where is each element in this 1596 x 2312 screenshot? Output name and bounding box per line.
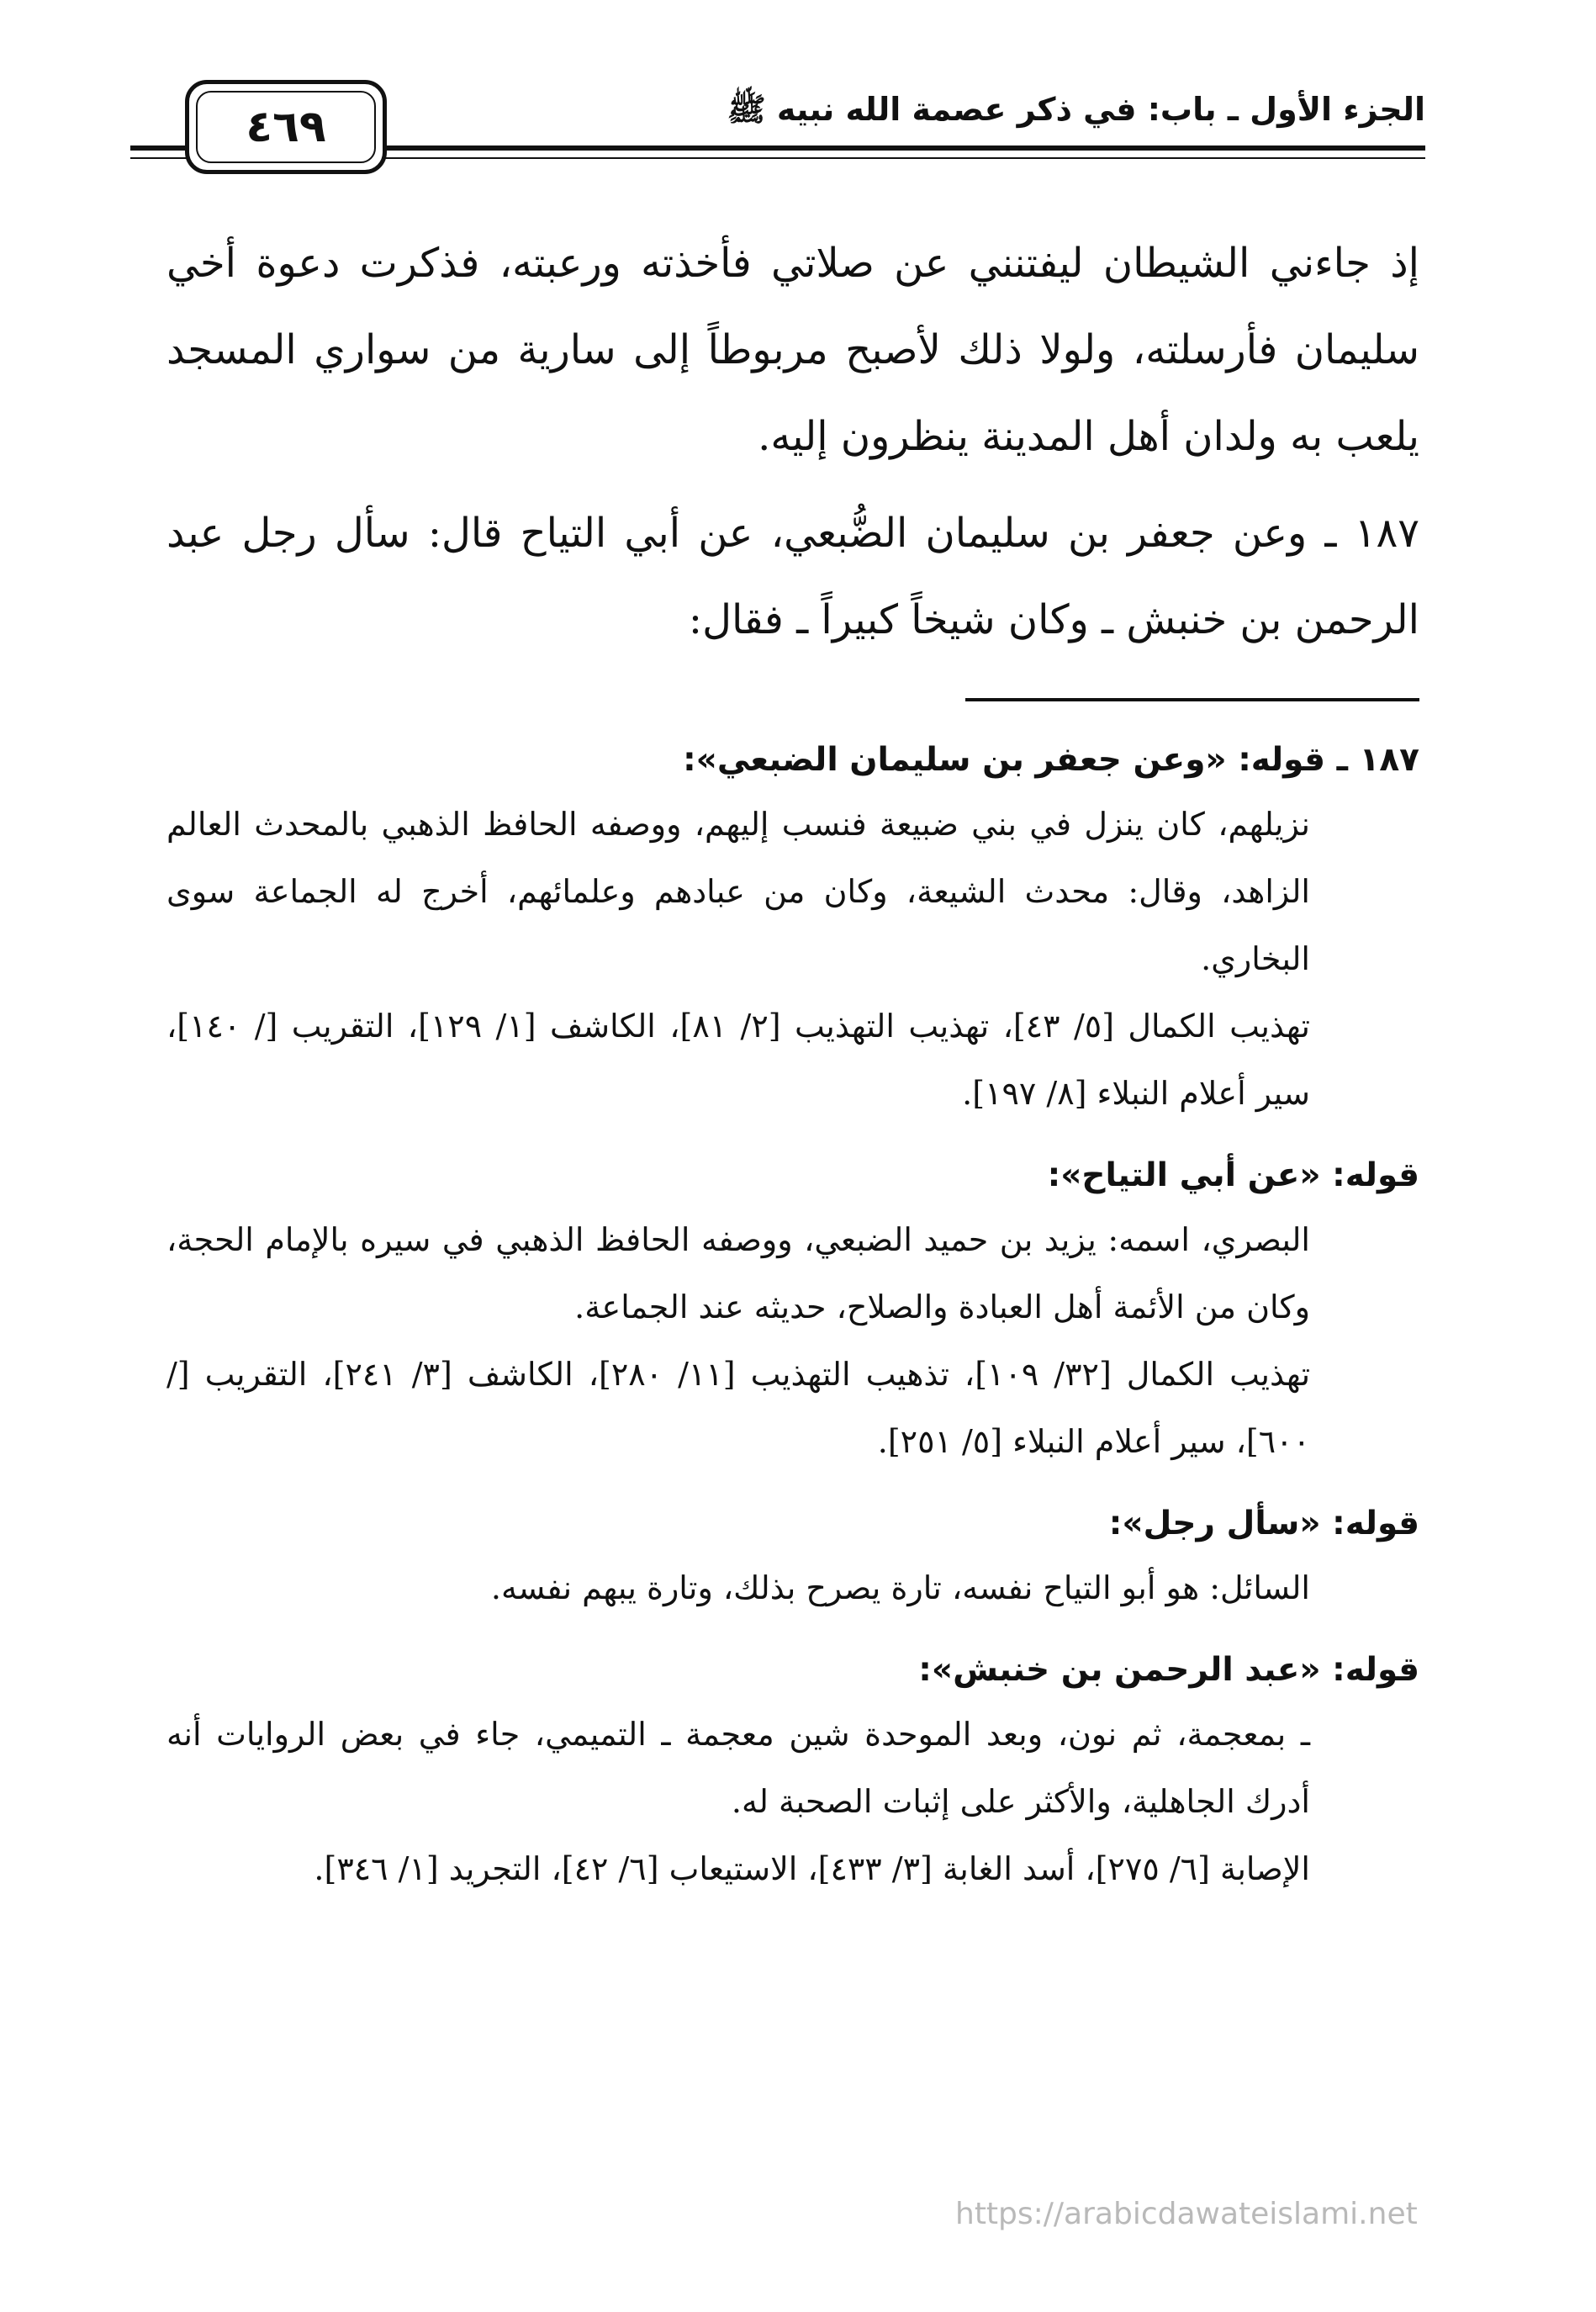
main-text [166,220,1419,664]
entry-references: الإصابة [٦/ ٢٧٥]، أسد الغابة [٣/ ٤٣٣]، الاستيعاب [٦/ ٤٢]، التجريد [١/ ٣٤٦]. [314,1850,1310,1887]
commentary-entry [166,1640,1419,1902]
entry-body [166,791,1419,1127]
commentary-entry [166,730,1419,1127]
hadith-paragraph: ١٨٧ ـ وعن جعفر بن سليمان الضُّبعي، عن أبي التياح قال: سأل رجل عبد الرحمن بن خنبش ـ وكان شيخاً كبيراً ـ فقال: [166,510,1419,643]
main-paragraph: إذ جاءني الشيطان ليفتنني عن صلاتي فأخذته ورعبته، فذكرت دعوة أخي سليمان فأرسلته، ولولا ذلك لأصبح مربوطاً إلى سارية من سواري المسجد يلعب به ولدان أهل المدينة ينظرون إليه. [166,240,1420,460]
entry-heading: قوله: «عبد الرحمن بن خنبش»: [918,1651,1419,1689]
footnote-separator [965,698,1419,701]
entry-references: تهذيب الكمال [٣٢/ ١٠٩]، تذهيب التهذيب [١١/ ٢٨٠]، الكاشف [٣/ ٢٤١]، التقريب [/ ٦٠٠]، سير أعلام النبلاء [٥/ ٢٥١]. [166,1356,1311,1460]
running-title: الجزء الأول ـ باب: في ذكر عصمة الله نبيه ﷺ [727,91,1425,128]
commentary-section [166,730,1419,1921]
page-number: ٤٦٩ [246,102,326,152]
entry-text: البصري، اسمه: يزيد بن حميد الضبعي، ووصفه الحافظ الذهبي في سيره بالإمام الحجة، وكان من الأئمة أهل العبادة والصلاح، حديثه عند الجماعة. [166,1221,1310,1325]
commentary-entry [166,1145,1419,1475]
page-number-frame [185,80,387,174]
entry-text: السائل: هو أبو التياح نفسه، تارة يصرح بذلك، وتارة يبهم نفسه. [490,1569,1310,1606]
entry-body [166,1701,1419,1902]
entry-text: نزيلهم، كان ينزل في بني ضبيعة فنسب إليهم، ووصفه الحافظ الذهبي بالمحدث العالم الزاهد، وقال: محدث الشيعة، وكان من عبادهم وعلمائهم، أخرج له الجماعة سوى البخاري. [166,806,1310,977]
entry-body [166,1206,1419,1475]
entry-heading: قوله: «عن أبي التياح»: [1047,1156,1419,1194]
watermark-url: https://arabicdawateislami.net [955,2197,1418,2231]
entry-heading: ١٨٧ ـ قوله: «وعن جعفر بن سليمان الضبعي»: [683,741,1419,779]
entry-text: ـ بمعجمة، ثم نون، وبعد الموحدة شين معجمة ـ التميمي، جاء في بعض الروايات أنه أدرك الجاهلية، والأكثر على إثبات الصحبة له. [166,1716,1310,1820]
entry-references: تهذيب الكمال [٥/ ٤٣]، تهذيب التهذيب [٢/ ٨١]، الكاشف [١/ ١٢٩]، التقريب [/ ١٤٠]، سير أعلام النبلاء [٨/ ١٩٧]. [166,1008,1311,1112]
entry-body [166,1554,1419,1622]
commentary-entry [166,1494,1419,1622]
page-header [130,80,1425,172]
entry-heading: قوله: «سأل رجل»: [1108,1505,1419,1542]
